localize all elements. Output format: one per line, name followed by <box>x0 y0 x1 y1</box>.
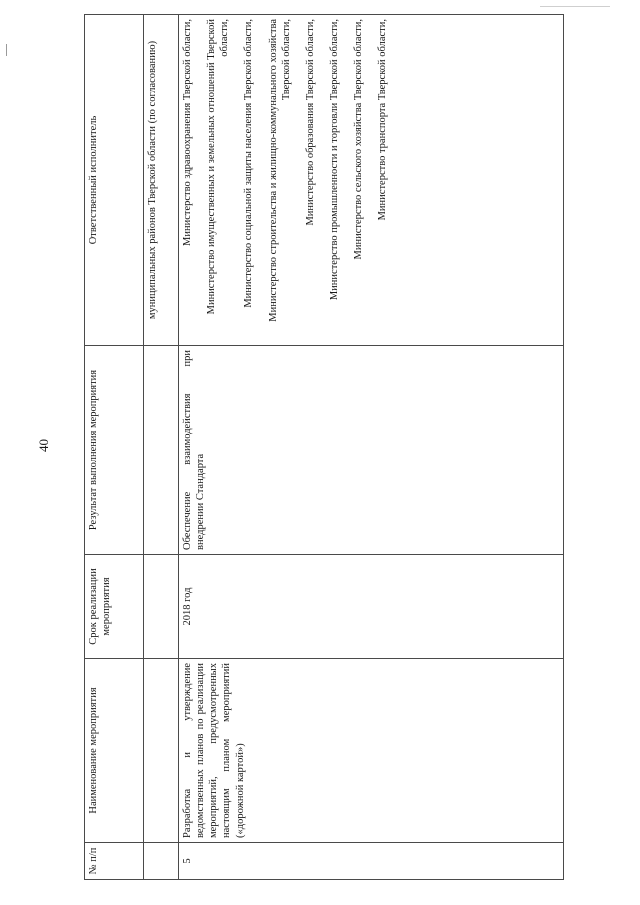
executor-item: Министерство здравоохранения Тверской области, <box>182 19 193 246</box>
cell-term: 2018 год <box>179 555 564 659</box>
executor-item: Министерство образования Тверской области, <box>304 19 316 226</box>
scan-mark-left <box>6 44 7 56</box>
header-number: № п/п <box>85 843 144 880</box>
cell-action-name: Разработка и утверждение ведомственных планов по реализации мероприятий, предусмотренных настоящим планом мероприятий («дорожной картой») <box>179 659 564 843</box>
executor-item: Министерство строительства и жилищно-коммунального хозяйства Тверской области, <box>267 19 292 322</box>
cell-empty <box>144 555 179 659</box>
cell-result: Обеспечение взаимодействия при внедрении Стандарта <box>179 346 564 555</box>
cell-executor-continuation: муниципальных районов Тверской области (по согласованию) <box>144 15 179 346</box>
cell-row-number: 5 <box>179 843 564 880</box>
header-result: Результат выполнения мероприятия <box>85 346 144 555</box>
header-term: Срок реализации мероприятия <box>85 555 144 659</box>
header-executor: Ответственный исполнитель <box>85 15 144 346</box>
executor-item: Министерство промышленности и торговли Тверской области, <box>328 19 340 301</box>
cell-executors <box>179 15 564 346</box>
executor-item: Министерство социальной защиты населения Тверской области, <box>243 19 255 308</box>
executor-item: Министерство транспорта Тверской области, <box>377 19 389 221</box>
table-header-row <box>85 15 144 880</box>
action-plan-table <box>84 14 564 880</box>
cell-empty <box>144 346 179 555</box>
table-row <box>179 15 564 880</box>
header-action-name: Наименование мероприятия <box>85 659 144 843</box>
table-row-continuation <box>144 15 179 880</box>
rotated-table-wrapper <box>84 19 564 880</box>
page-number: 40 <box>36 439 51 452</box>
cell-empty <box>144 843 179 880</box>
executor-item: Министерство имущественных и земельных отношений Тверской области, <box>206 19 231 315</box>
cell-empty <box>144 659 179 843</box>
scan-mark-top <box>540 6 610 7</box>
executor-item: Министерство сельского хозяйства Тверской области, <box>353 19 364 260</box>
